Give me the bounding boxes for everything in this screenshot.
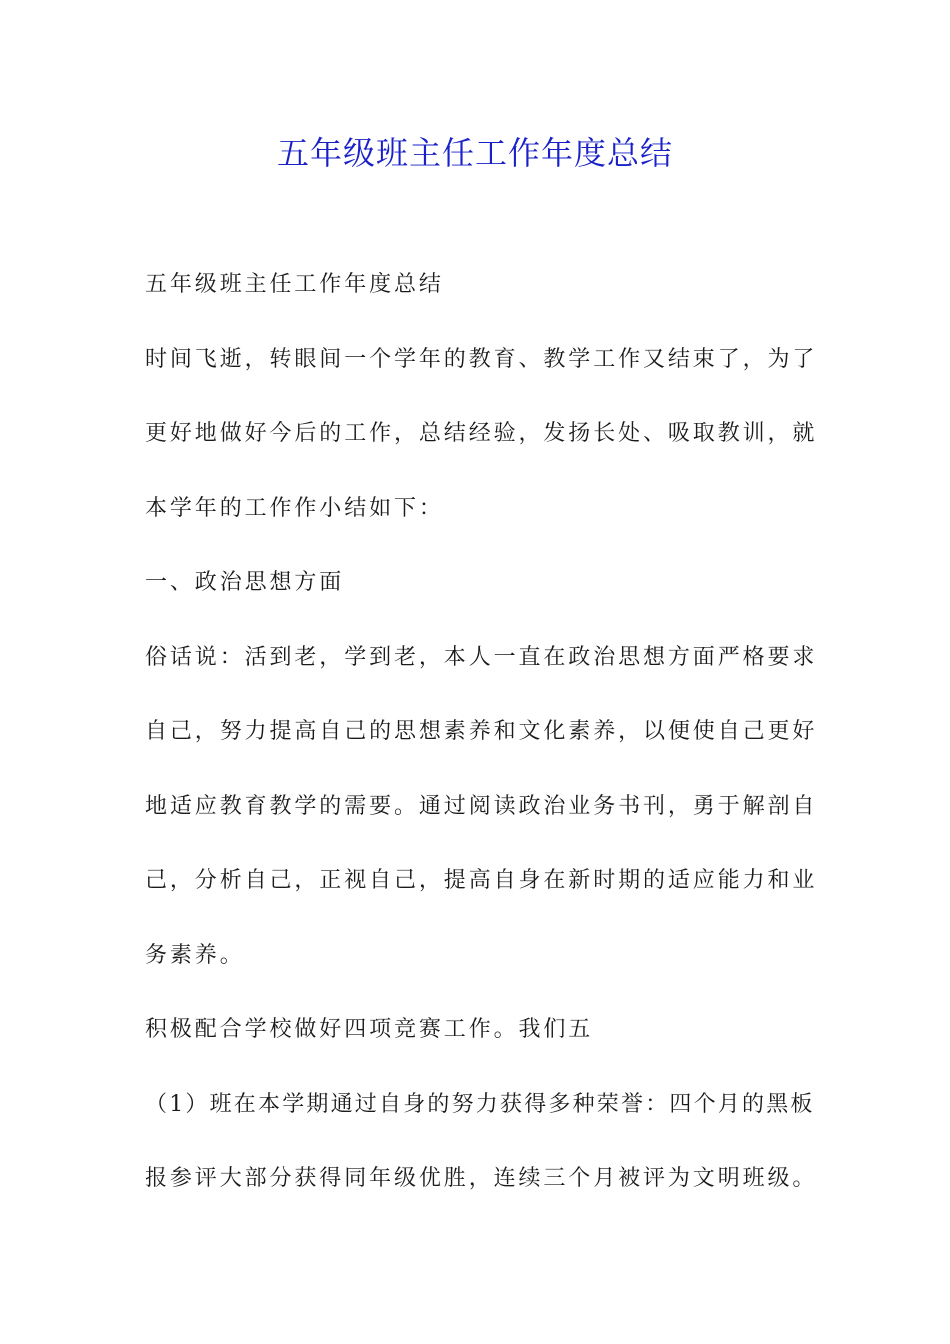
body-line: 本学年的工作作小结如下： [145, 495, 444, 521]
body-line: 自己，努力提高自己的思想素养和文化素养，以便使自己更好 [145, 719, 818, 744]
body-line: 更好地做好今后的工作，总结经验，发扬长处、吸取教训，就 [145, 421, 818, 446]
document-title: 五年级班主任工作年度总结 [276, 134, 673, 172]
section-heading: 一、政治思想方面 [145, 570, 345, 595]
body-line-subtitle: 五年级班主任工作年度总结 [145, 272, 444, 297]
body-line: 务素养。 [145, 942, 245, 968]
body-line: 己，分析自己，正视自己，提高自身在新时期的适应能力和业 [145, 868, 818, 893]
body-line: （1）班在本学期通过自身的努力获得多种荣誉：四个月的黑板 [145, 1091, 815, 1117]
body-line: 时间飞逝，转眼间一个学年的教育、教学工作又结束了，为了 [145, 346, 818, 372]
body-line: 地适应教育教学的需要。通过阅读政治业务书刊，勇于解剖自 [145, 793, 818, 819]
body-line: 俗话说：活到老，学到老，本人一直在政治思想方面严格要求 [145, 644, 818, 670]
body-line: 报参评大部分获得同年级优胜，连续三个月被评为文明班级。 [145, 1166, 818, 1191]
document-body [145, 265, 818, 1234]
body-line: 积极配合学校做好四项竞赛工作。我们五 [145, 1017, 594, 1042]
